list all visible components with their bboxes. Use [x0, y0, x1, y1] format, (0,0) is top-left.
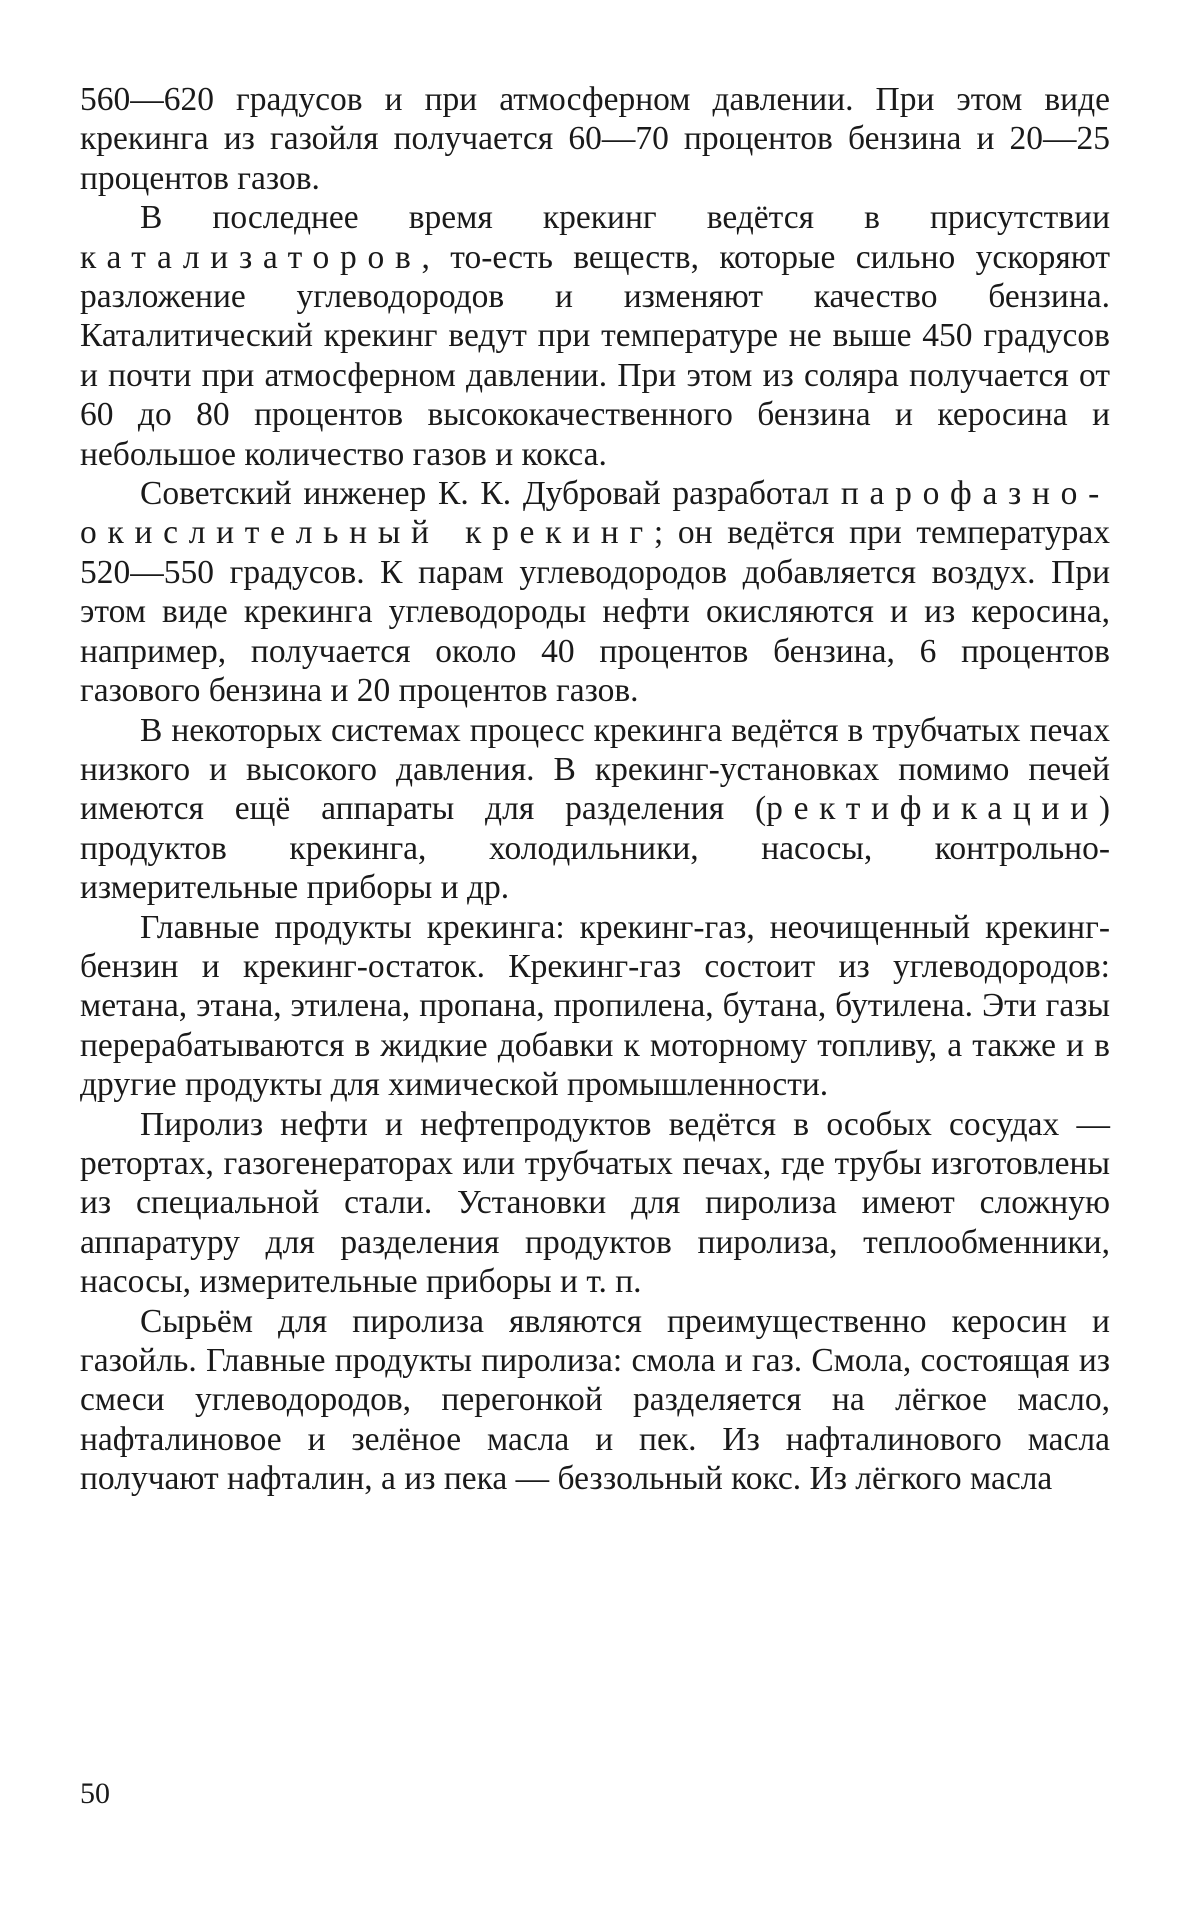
paragraph-1 [80, 80, 1110, 198]
paragraph-6 [80, 1105, 1110, 1302]
paragraph-text: , то-есть веществ, которые сильно ускоряют разложение углеводородов и изменяют качество бензина. Каталитический крекинг ведут при температуре не выше 450 градусов и почти при атмосферном давлении. При этом из соляра получается от 60 до 80 процентов высококачественного бензина и керосина и небольшое количество газов и кокса. [80, 238, 1110, 473]
emphasized-term: ректификации [766, 790, 1099, 828]
emphasized-term: парофазно-окислительный крекинг [80, 475, 1110, 552]
paragraph-text: ; он ведётся при температурах 520—550 градусов. К парам углеводородов добавляется воздух. При этом виде крекинга углеводороды нефти окисляются и из керосина, например, получается около 40 процентов бензина, 6 процентов газового бензина и 20 процентов газов. [80, 514, 1110, 710]
paragraph-text: В последнее время крекинг ведётся в присутствии [140, 199, 1110, 237]
paragraph-text: В некоторых системах процесс крекинга ведётся в трубчатых печах низкого и высокого давления. В крекинг-установках помимо печей имеются ещё аппараты для разделения ( [80, 711, 1110, 828]
emphasized-term: катализаторов [80, 238, 422, 276]
paragraph-text: Главные продукты крекинга: крекинг-газ, неочищенный крекинг-бензин и крекинг-остаток. Крекинг-газ состоит из углеводородов: метана, этана, этилена, пропана, пропилена, бутана, бутилена. Эти газы перерабатываются в жидкие добавки к моторному топливу, а также и в другие продукты для химической промышленности. [80, 908, 1110, 1104]
paragraph-text: ) продуктов крекинга, холодильники, насосы, контрольно-измерительные приборы и др. [80, 790, 1110, 907]
paragraph-text: Советский инженер К. К. Дубровай разработал [140, 475, 841, 513]
paragraph-4 [80, 711, 1110, 908]
paragraph-7 [80, 1302, 1110, 1499]
paragraph-text: 560—620 градусов и при атмосферном давлении. При этом виде крекинга из газойля получается 60—70 процентов бензина и 20—25 процентов газов. [80, 81, 1110, 197]
paragraph-text: Сырьём для пиролиза являются преимущественно керосин и газойль. Главные продукты пиролиза: смола и газ. Смола, состоящая из смеси углеводородов, перегонкой разделяется на лёгкое масло, нафталиновое и зелёное масла и пек. Из нафталинового масла получают нафталин, а из пека — беззольный кокс. Из лёгкого масла [80, 1302, 1110, 1498]
page-number: 50 [80, 1777, 110, 1810]
page-body [80, 80, 1110, 1499]
paragraph-3 [80, 474, 1110, 710]
paragraph-5 [80, 908, 1110, 1105]
paragraph-2 [80, 198, 1110, 474]
paragraph-text: Пиролиз нефти и нефтепродуктов ведётся в особых сосудах — ретортах, газогенераторах или трубчатых печах, где трубы изготовлены из специальной стали. Установки для пиролиза имеют сложную аппаратуру для разделения продуктов пиролиза, теплообменники, насосы, измерительные приборы и т. п. [80, 1105, 1110, 1301]
